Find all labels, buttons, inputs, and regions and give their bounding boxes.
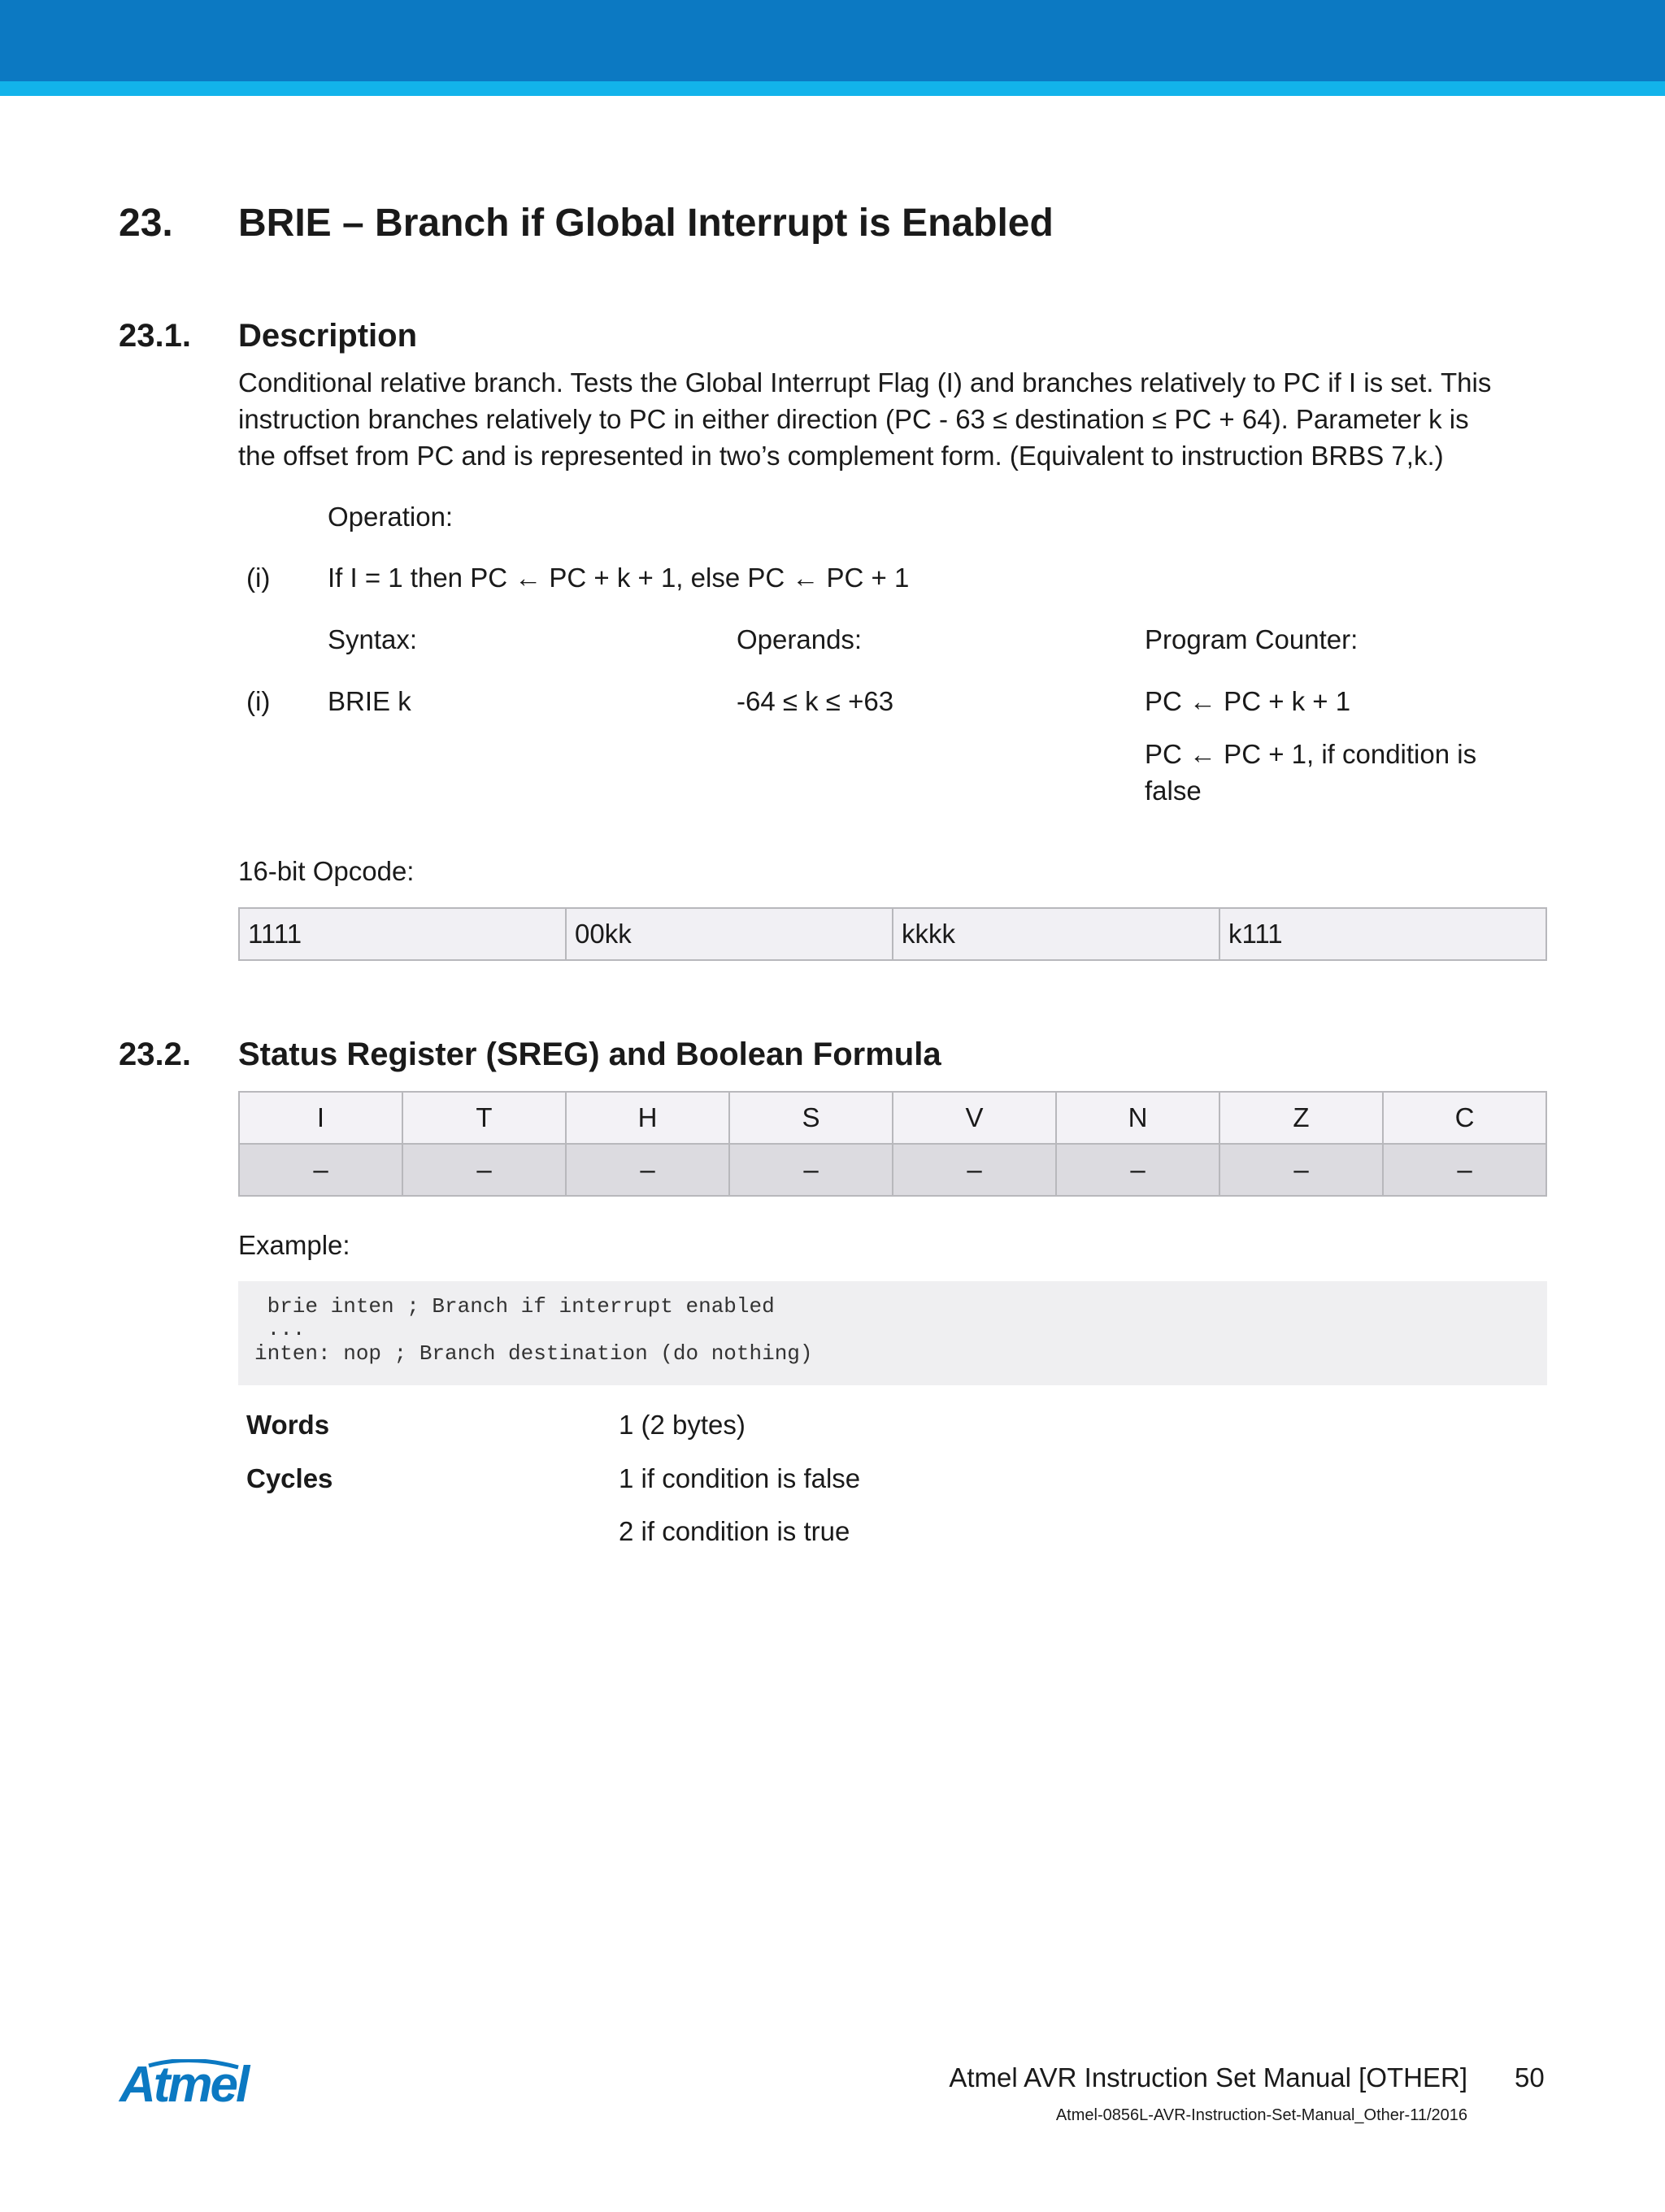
program-counter-line: false bbox=[1145, 776, 1202, 806]
operands-header: Operands: bbox=[737, 624, 863, 654]
operation-text: If I = 1 then PC ← PC + k + 1, else PC ← PC + 1 bbox=[328, 563, 910, 593]
sreg-value: – bbox=[893, 1144, 1056, 1196]
code-line: brie inten ; Branch if interrupt enabled bbox=[254, 1294, 775, 1319]
sreg-value: – bbox=[239, 1144, 402, 1196]
program-counter-line: PC ← PC + 1, if condition is bbox=[1145, 739, 1477, 769]
sreg-value: – bbox=[1219, 1144, 1383, 1196]
sreg-flag: C bbox=[1383, 1092, 1546, 1144]
syntax-header: Syntax: bbox=[328, 624, 418, 654]
syntax-value: BRIE k bbox=[328, 686, 411, 716]
subsection-number-sreg: 23.2. bbox=[119, 1036, 191, 1072]
description-text bbox=[238, 364, 1555, 474]
sreg-flag-row bbox=[239, 1092, 1546, 1144]
sreg-value: – bbox=[402, 1144, 566, 1196]
sreg-value: – bbox=[1383, 1144, 1546, 1196]
sreg-value: – bbox=[566, 1144, 729, 1196]
code-line: ... bbox=[254, 1317, 306, 1341]
sreg-flag: N bbox=[1056, 1092, 1219, 1144]
opcode-label: 16-bit Opcode: bbox=[238, 856, 415, 886]
atmel-logo-text: Atmel bbox=[120, 2059, 248, 2108]
section-number: 23. bbox=[119, 202, 173, 245]
footer-title: Atmel AVR Instruction Set Manual [OTHER] bbox=[949, 2062, 1467, 2092]
header-bar bbox=[0, 0, 1665, 81]
opcode-cell: 1111 bbox=[239, 908, 566, 960]
cycles-label: Cycles bbox=[246, 1463, 333, 1493]
footer-doc-id: Atmel-0856L-AVR-Instruction-Set-Manual_Other-11/2016 bbox=[1055, 2106, 1467, 2124]
opcode-cell: k111 bbox=[1219, 908, 1546, 960]
sreg-flag: H bbox=[566, 1092, 729, 1144]
opcode-row bbox=[239, 908, 1546, 960]
description-line: the offset from PC and is represented in two’s complement form. (Equivalent to instruction BRBS 7,k.) bbox=[238, 441, 1444, 471]
operation-label: Operation: bbox=[328, 502, 454, 532]
sreg-value: – bbox=[729, 1144, 893, 1196]
program-counter-line: PC ← PC + k + 1 bbox=[1145, 686, 1351, 716]
program-counter-header: Program Counter: bbox=[1145, 624, 1359, 654]
operands-value: -64 ≤ k ≤ +63 bbox=[737, 686, 894, 716]
subsection-heading-description: Description bbox=[238, 318, 418, 354]
cycles-value: 2 if condition is true bbox=[619, 1516, 850, 1546]
opcode-table bbox=[238, 907, 1547, 961]
subsection-heading-sreg: Status Register (SREG) and Boolean Formula bbox=[238, 1036, 941, 1072]
syntax-index: (i) bbox=[246, 686, 271, 716]
sreg-flag: T bbox=[402, 1092, 566, 1144]
section-title: BRIE – Branch if Global Interrupt is Enabled bbox=[238, 202, 1054, 245]
sreg-flag: Z bbox=[1219, 1092, 1383, 1144]
opcode-cell: 00kk bbox=[566, 908, 893, 960]
atmel-logo bbox=[116, 2059, 283, 2108]
cycles-value: 1 if condition is false bbox=[619, 1463, 861, 1493]
sreg-flag: I bbox=[239, 1092, 402, 1144]
header-stripe bbox=[0, 81, 1665, 96]
code-block bbox=[238, 1281, 1547, 1385]
sreg-value: – bbox=[1056, 1144, 1219, 1196]
sreg-table bbox=[238, 1091, 1547, 1197]
sreg-value-row bbox=[239, 1144, 1546, 1196]
code-line: inten: nop ; Branch destination (do nothing) bbox=[254, 1341, 813, 1366]
words-label: Words bbox=[246, 1410, 330, 1440]
subsection-number-description: 23.1. bbox=[119, 318, 191, 354]
description-line: instruction branches relatively to PC in either direction (PC - 63 ≤ destination ≤ PC + 64). Parameter k is bbox=[238, 404, 1469, 434]
sreg-flag: V bbox=[893, 1092, 1056, 1144]
page-number: 50 bbox=[1515, 2062, 1545, 2092]
opcode-cell: kkkk bbox=[893, 908, 1219, 960]
description-line: Conditional relative branch. Tests the Global Interrupt Flag (I) and branches relatively to PC if I is set. This bbox=[238, 367, 1492, 398]
words-value: 1 (2 bytes) bbox=[619, 1410, 746, 1440]
example-label: Example: bbox=[238, 1230, 350, 1260]
sreg-flag: S bbox=[729, 1092, 893, 1144]
operation-index: (i) bbox=[246, 563, 271, 593]
